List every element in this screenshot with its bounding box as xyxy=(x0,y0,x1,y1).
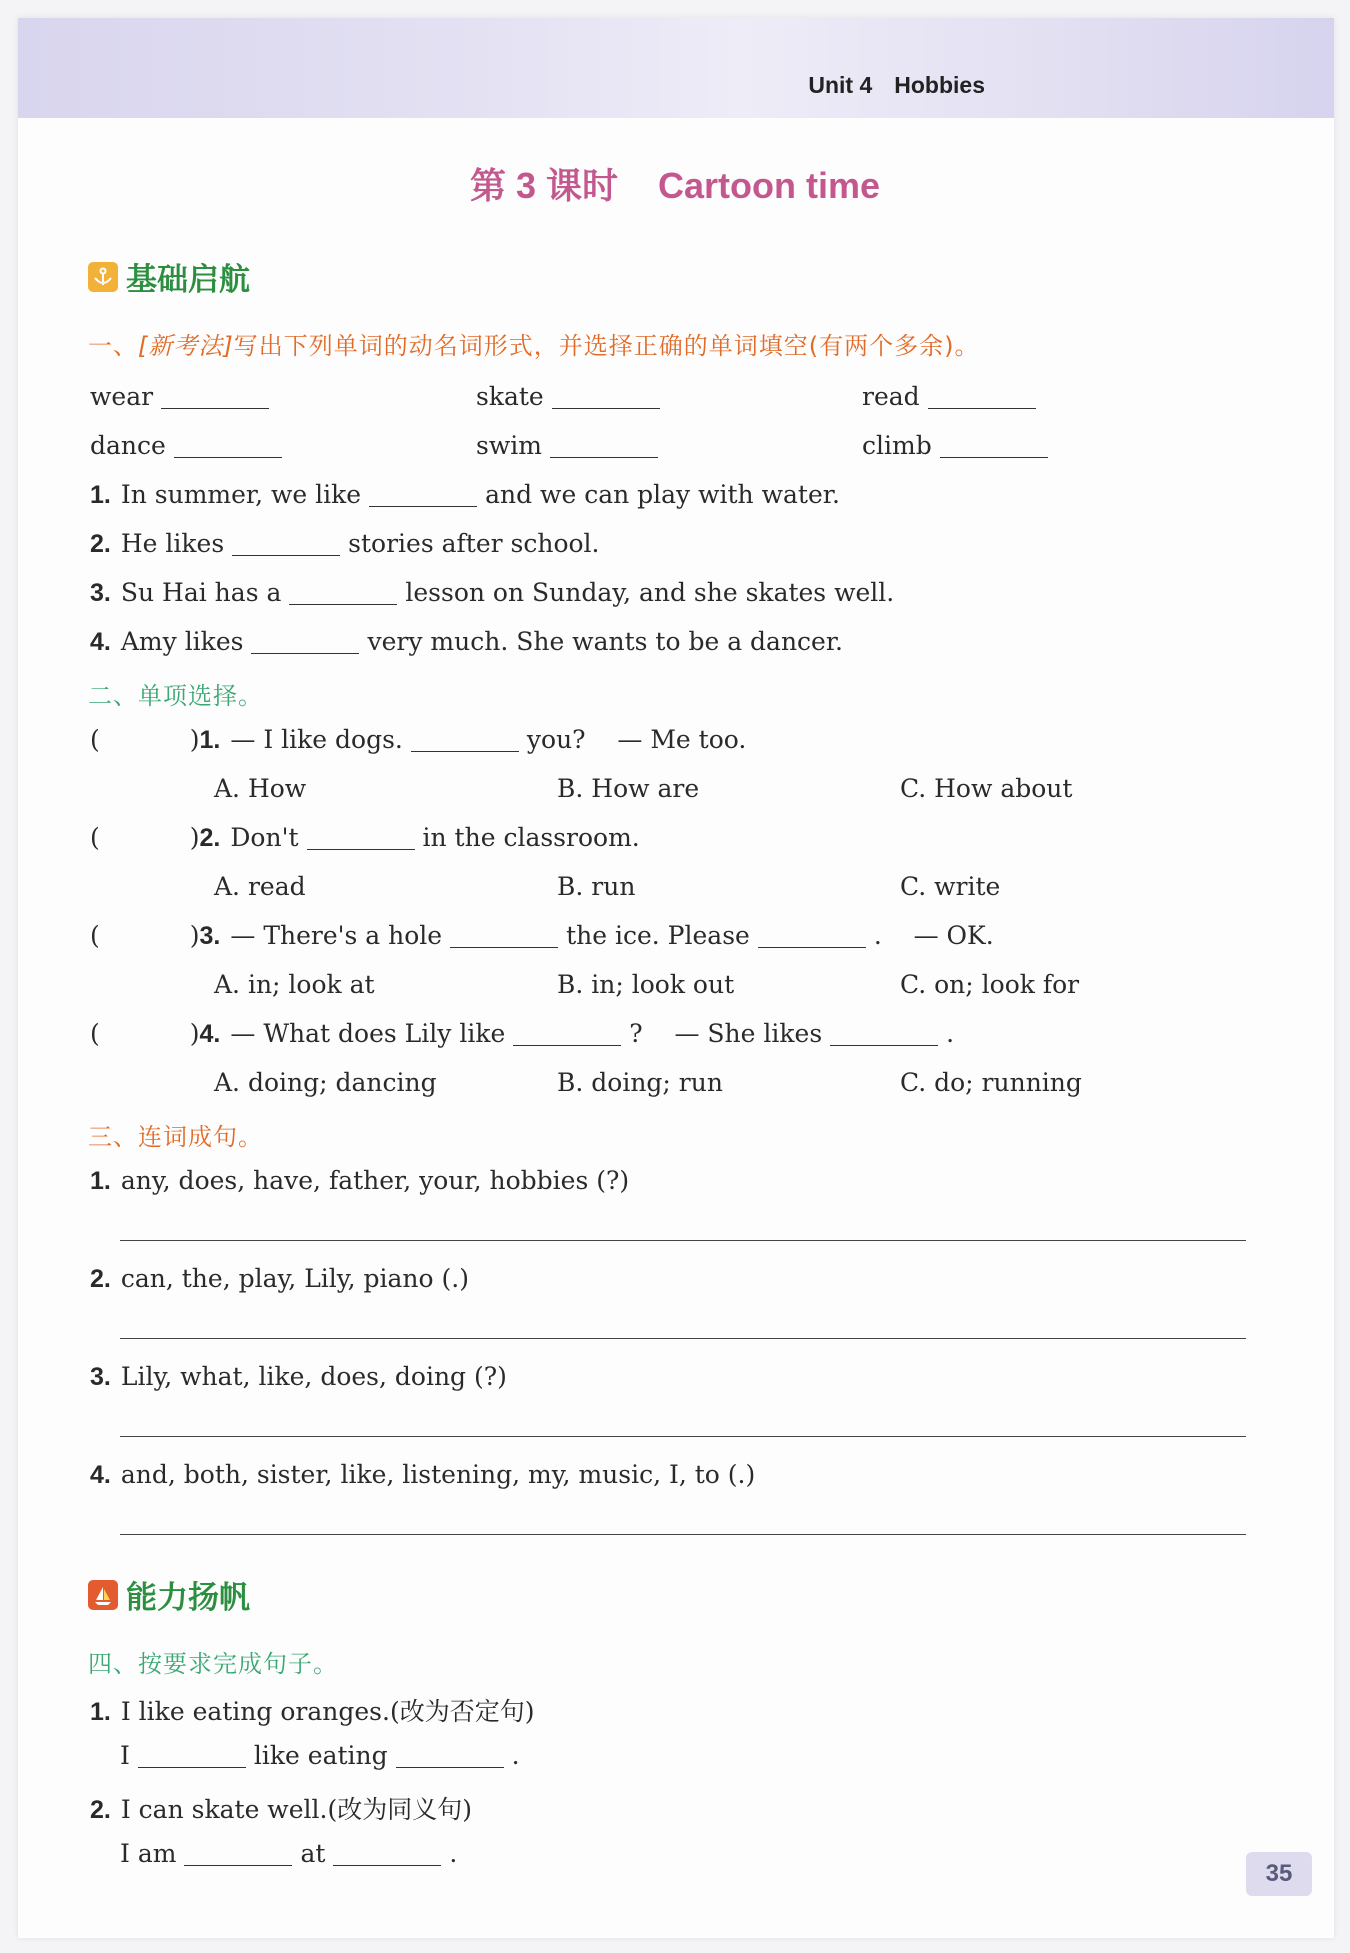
word-order-item: 3. Lily, what, like, does, doing (?) xyxy=(90,1362,507,1391)
word-order-item: 1. any, does, have, father, your, hobbies (?) xyxy=(90,1166,630,1195)
blank-field[interactable] xyxy=(940,433,1048,458)
section-basic-heading xyxy=(88,254,250,299)
blank-field[interactable] xyxy=(552,384,660,409)
word-item: read xyxy=(862,382,1044,411)
blank-field[interactable] xyxy=(928,384,1036,409)
mc-option[interactable]: B. doing; run xyxy=(557,1068,723,1097)
blank-field[interactable] xyxy=(161,384,269,409)
lesson-title xyxy=(0,158,1350,209)
mc-question: ( )4. — What does Lily like ? — She likes . xyxy=(90,1019,955,1048)
mc-option[interactable]: A. doing; dancing xyxy=(214,1068,437,1097)
word-item: swim xyxy=(476,431,666,460)
mc-option[interactable]: A. How xyxy=(214,774,307,803)
section-ability-heading xyxy=(88,1572,250,1617)
blank-field[interactable] xyxy=(174,433,282,458)
transform-answer: I like eating . xyxy=(120,1741,520,1770)
question-2-heading: 二、单项选择。 xyxy=(88,682,263,710)
transform-answer: I am at . xyxy=(120,1839,458,1868)
word-item: climb xyxy=(862,431,1056,460)
question-3-heading: 三、连词成句。 xyxy=(88,1123,263,1151)
anchor-icon xyxy=(88,262,118,292)
question-4-heading: 四、按要求完成句子。 xyxy=(88,1650,338,1678)
transform-item: 2. I can skate well.(改为同义句) xyxy=(90,1795,472,1824)
question-1-heading: 一、[新考法]写出下列单词的动名词形式，并选择正确的单词填空(有两个多余)。 xyxy=(88,332,980,360)
fill-sentence: 3. Su Hai has a lesson on Sunday, and she skates well. xyxy=(90,578,895,607)
mc-question: ( )2. Don't in the classroom. xyxy=(90,823,640,852)
blank-field[interactable] xyxy=(550,433,658,458)
mc-question: ( )3. — There's a hole the ice. Please . — OK. xyxy=(90,921,994,950)
transform-item: 1. I like eating oranges.(改为否定句) xyxy=(90,1697,535,1726)
lesson-name: Cartoon time xyxy=(658,165,881,206)
mc-option[interactable]: A. in; look at xyxy=(214,970,375,999)
sail-icon xyxy=(88,1580,118,1610)
mc-option[interactable]: C. How about xyxy=(900,774,1073,803)
unit-topic: Hobbies xyxy=(894,72,985,98)
word-item: wear xyxy=(90,382,277,411)
answer-line[interactable] xyxy=(120,1436,1246,1437)
page-number: 35 xyxy=(1246,1852,1312,1896)
mc-option[interactable]: C. on; look for xyxy=(900,970,1080,999)
mc-question: ( )1. — I like dogs. you? — Me too. xyxy=(90,725,747,754)
word-order-item: 2. can, the, play, Lily, piano (.) xyxy=(90,1264,469,1293)
mc-option[interactable]: C. do; running xyxy=(900,1068,1082,1097)
header-banner xyxy=(18,18,1334,118)
mc-option[interactable]: B. run xyxy=(557,872,636,901)
answer-line[interactable] xyxy=(120,1338,1246,1339)
lesson-label: 第 3 课时 xyxy=(469,165,618,206)
mc-option[interactable]: A. read xyxy=(214,872,306,901)
section-title: 基础启航 xyxy=(126,262,250,298)
answer-line[interactable] xyxy=(120,1240,1246,1241)
new-method-tag: [新考法] xyxy=(138,332,234,360)
unit-header xyxy=(808,72,985,99)
section-title: 能力扬帆 xyxy=(126,1580,250,1616)
mc-option[interactable]: B. in; look out xyxy=(557,970,735,999)
fill-sentence: 2. He likes stories after school. xyxy=(90,529,600,558)
fill-sentence: 4. Amy likes very much. She wants to be a dancer. xyxy=(90,627,844,656)
word-item: skate xyxy=(476,382,668,411)
mc-option[interactable]: C. write xyxy=(900,872,1001,901)
word-item: dance xyxy=(90,431,290,460)
mc-option[interactable]: B. How are xyxy=(557,774,700,803)
answer-line[interactable] xyxy=(120,1534,1246,1535)
fill-sentence: 1. In summer, we like and we can play with water. xyxy=(90,480,840,509)
word-order-item: 4. and, both, sister, like, listening, my, music, I, to (.) xyxy=(90,1460,756,1489)
unit-label: Unit 4 xyxy=(808,72,873,98)
